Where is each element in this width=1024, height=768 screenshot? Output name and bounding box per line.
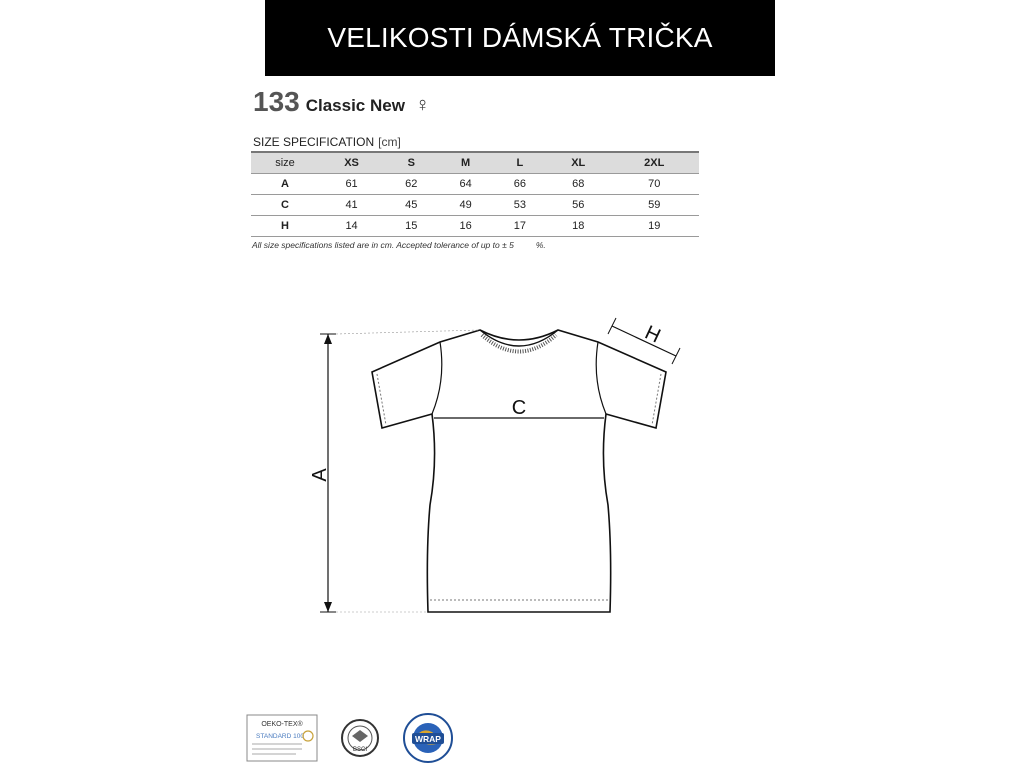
table-cell: 61 [319,174,384,195]
bsci-label: BSCI [352,747,368,753]
tshirt-outline [372,330,666,612]
wrap-logo-icon [402,712,454,764]
length-arrow-top [324,334,332,344]
product-name: Classic New [305,96,405,115]
table-row [251,174,699,195]
sleeve-seam-right [596,342,606,414]
size-spec-unit: [cm] [378,135,401,149]
table-row [251,195,699,216]
column-header: size [251,152,319,174]
certification-logos [246,712,454,764]
collar-rib [482,335,556,352]
table-cell: 19 [609,216,699,237]
label-c: C [511,397,527,419]
table-cell: 18 [547,216,609,237]
table-cell: 56 [547,195,609,216]
label-a: A [309,468,331,482]
sleeve-tick-top [608,318,616,334]
oekotex-line2: STANDARD 100 [256,733,304,740]
table-cell: 66 [493,174,547,195]
column-header: M [438,152,492,174]
label-h: H [641,321,664,348]
table-cell: 16 [438,216,492,237]
tolerance-note-suffix: %. [535,240,546,250]
tolerance-note [252,240,546,250]
column-header: S [384,152,438,174]
product-number: 133 [253,86,300,117]
oekotex-line1: OEKO-TEX® [261,721,303,728]
column-header: 2XL [609,152,699,174]
oekotex-logo-icon [246,714,318,762]
product-heading [253,86,430,124]
sleeve-seam-left [432,342,442,414]
female-symbol-icon: ♀ [414,94,430,116]
table-cell: 45 [384,195,438,216]
tshirt-measurement-diagram [300,310,700,630]
table-cell: 41 [319,195,384,216]
tolerance-note-text: All size specifications listed are in cm. Accepted tolerance of up to ± 5 [252,240,514,250]
table-cell: 62 [384,174,438,195]
row-label: A [251,174,319,195]
table-cell: 14 [319,216,384,237]
length-arrow-bottom [324,602,332,612]
table-cell: 68 [547,174,609,195]
row-label: H [251,216,319,237]
row-label: C [251,195,319,216]
size-spec-title [253,135,401,149]
column-header: XL [547,152,609,174]
page-banner [265,0,775,76]
column-header: L [493,152,547,174]
column-header: XS [319,152,384,174]
banner-title: VELIKOSTI DÁMSKÁ TRIČKA [327,22,713,53]
table-row [251,216,699,237]
sleeve-tick-bottom [672,348,680,364]
size-spec-label: SIZE SPECIFICATION [253,135,375,149]
table-cell: 17 [493,216,547,237]
wrap-label: WRAP [415,734,441,744]
table-header-row [251,152,699,174]
table-cell: 59 [609,195,699,216]
table-cell: 15 [384,216,438,237]
table-cell: 53 [493,195,547,216]
table-cell: 70 [609,174,699,195]
table-cell: 49 [438,195,492,216]
sleeve-hem-right [652,374,661,425]
bsci-logo-icon [340,718,380,758]
table-cell: 64 [438,174,492,195]
size-table [251,151,699,237]
length-guide-top [336,330,480,334]
sleeve-hem-left [377,374,386,425]
